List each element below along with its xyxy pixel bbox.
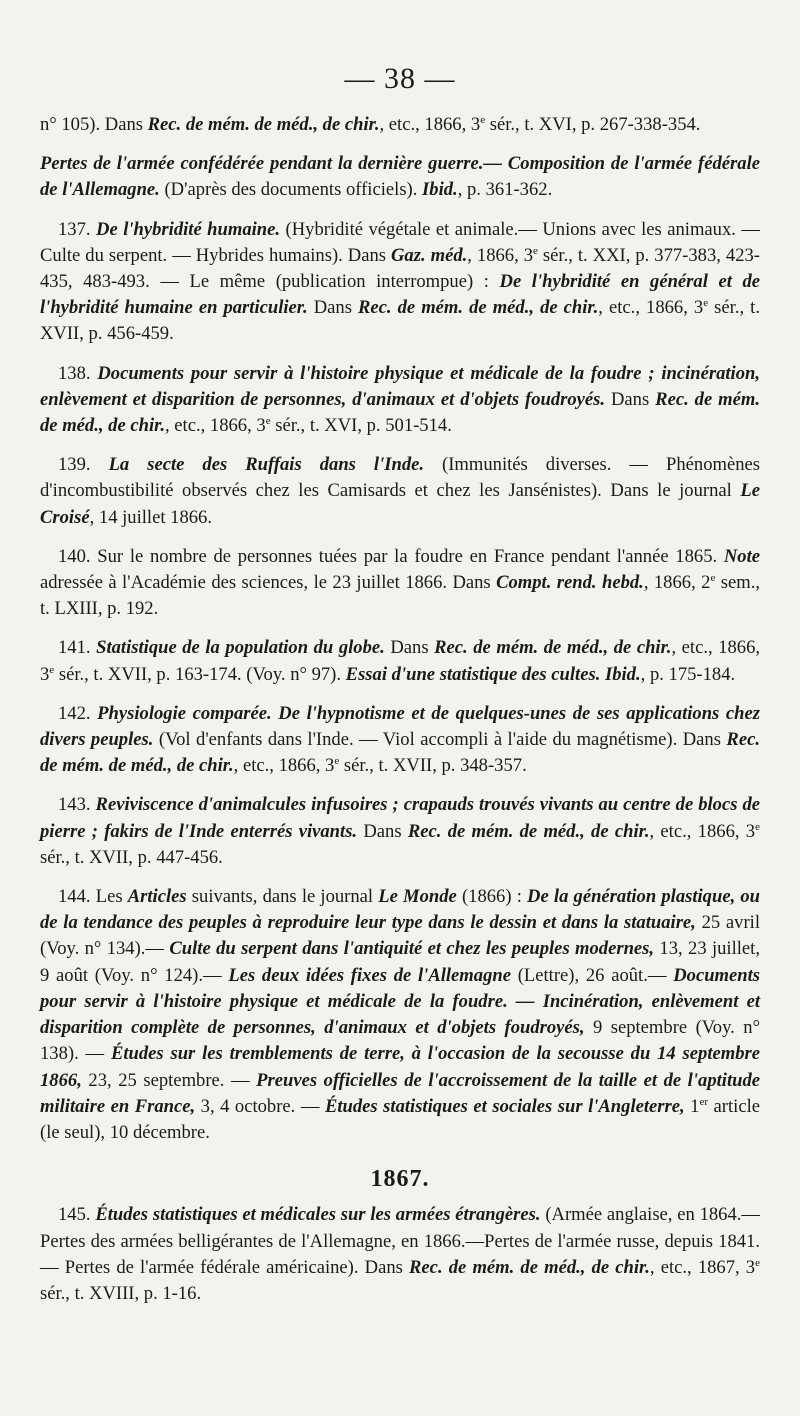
- entry-text: sér., t. XVII, p. 348-357.: [339, 755, 527, 777]
- italic-title: De l'hybridité en général et de l'hybridité humaine en particulier.: [40, 271, 761, 319]
- entry-text: sér., t. XVIII, p. 1-16.: [40, 1282, 202, 1304]
- entry-text: (Vol d'enfants dans l'Inde. — Viol accompli à l'aide du magnétisme). Dans: [153, 729, 727, 751]
- entry-text: , etc., 1866, 3: [598, 297, 704, 319]
- entry-text: , etc., 1866, 3: [164, 415, 266, 437]
- entry-number: 140.: [58, 545, 98, 567]
- italic-title: Compt. rend. hebd.: [496, 572, 644, 594]
- entry-text: sér., t. XXI, p. 377-383, 423-435, 483-493. — Le même (publication interrompue) :: [40, 244, 760, 293]
- entry-text: , etc., 1866, 3: [40, 637, 761, 685]
- entry-text: , 14 juillet 1866.: [89, 506, 212, 528]
- italic-title: Rec. de mém. de méd., de chir.: [409, 1256, 650, 1278]
- italic-title: De l'hybridité humaine.: [96, 218, 281, 240]
- bibliography-entry: [40, 452, 760, 531]
- entry-number: 142.: [58, 702, 98, 724]
- entries-1866: [40, 112, 760, 1146]
- entry-number: 143.: [58, 794, 96, 816]
- italic-title: Reviviscence d'animalcules infusoires ; crapauds trouvés vivants au centre de blocs de pierre ; fakirs de l'Inde enterrés vivants.: [40, 794, 760, 842]
- italic-title: Études sur les tremblements de terre, à l'occasion de la secousse du 14 septembre 1866,: [40, 1043, 760, 1091]
- italic-title: Rec. de mém. de méd., de chir.: [358, 297, 599, 319]
- superscript: e: [755, 1256, 760, 1269]
- italic-title: Gaz. méd.: [391, 244, 468, 266]
- superscript: e: [533, 244, 538, 257]
- italic-title: Le Croisé: [40, 480, 760, 528]
- superscript: e: [480, 113, 486, 126]
- entry-number: 144.: [58, 886, 96, 908]
- entry-text: Dans: [357, 820, 408, 842]
- entry-text: , etc., 1867, 3: [649, 1256, 756, 1278]
- superscript: e: [265, 414, 271, 427]
- entry-text: n° 105). Dans: [40, 114, 148, 135]
- entry-text: (D'après des documents officiels).: [159, 179, 423, 201]
- entry-text: (Armée anglaise, en 1864.—Pertes des armées belligérantes de l'Allemagne, en 1866.—Pertes de l'armée russe, depuis 1841. — Pertes de l'armée fédérale américaine). Dans: [40, 1204, 761, 1278]
- italic-title: Culte du serpent dans l'antiquité et chez les peuples modernes,: [169, 938, 655, 960]
- entry-text: 23, 25 septembre. —: [81, 1069, 257, 1091]
- superscript: e: [703, 297, 709, 310]
- entry-text: 13, 23 juillet, 9 août (Voy. n° 124).—: [40, 938, 760, 986]
- entry-number: 137.: [58, 218, 97, 240]
- entry-text: 1: [684, 1095, 700, 1117]
- entry-number: 145.: [58, 1204, 96, 1226]
- entry-text: sér., t. XVII, p. 163-174. (Voy. n° 97).: [54, 663, 346, 685]
- entry-text: sem., t. LXIII, p. 192.: [40, 572, 760, 620]
- bibliography-body: [40, 112, 760, 1320]
- entry-text: , p. 361-362.: [457, 179, 553, 201]
- bibliography-entry: [40, 112, 760, 138]
- entry-text: (1866) :: [456, 886, 528, 908]
- italic-title: Les deux idées fixes de l'Allemagne: [228, 964, 511, 986]
- superscript: e: [49, 663, 55, 676]
- entry-text: suivants, dans le journal: [186, 886, 379, 908]
- bibliography-entry: [40, 701, 760, 780]
- entry-text: , p. 175-184.: [640, 663, 736, 685]
- italic-title: Rec. de mém. de méd., de chir.: [40, 388, 760, 437]
- italic-title: Preuves officielles de l'accroissement de la taille et de l'aptitude militaire en France,: [40, 1069, 760, 1117]
- italic-title: Essai d'une statistique des cultes. Ibid.: [345, 663, 641, 685]
- italic-title: Physiologie comparée. De l'hypnotisme et de quelques-unes de ses applications chez divers peuples.: [40, 702, 760, 751]
- bibliography-entry: [40, 217, 760, 348]
- italic-title: Documents pour servir à l'histoire physique et médicale de la foudre. — Incinération, enlèvement et disparition complète de personnes, d'animaux et d'objets foudroyés,: [40, 964, 760, 1039]
- entry-text: 9 septembre (Voy. n° 138). —: [40, 1017, 760, 1065]
- entries-1867: [40, 1202, 760, 1307]
- italic-title: De la génération plastique, ou de la tendance des peuples à reproduire leur type dans le dessin et dans la statuaire,: [40, 886, 761, 934]
- italic-title: Note: [723, 545, 761, 567]
- italic-title: Études statistiques et médicales sur les armées étrangères.: [95, 1204, 541, 1226]
- entry-text: (Lettre), 26 août.—: [510, 964, 674, 986]
- entry-text: 25 avril (Voy. n° 134).—: [40, 912, 760, 960]
- entry-text: Les: [95, 886, 128, 908]
- italic-title: Études statistiques et sociales sur l'Angleterre,: [324, 1095, 685, 1117]
- italic-title: La secte des Ruffais dans l'Inde.: [108, 454, 425, 476]
- entry-text: Dans: [384, 637, 435, 659]
- entry-text: , 1866, 3: [467, 244, 534, 266]
- entry-text: (Immunités diverses. — Phénomènes d'incombustibilité observés chez les Camisards et chez les Jansénistes). Dans le journal: [40, 454, 760, 502]
- bibliography-entry: [40, 151, 760, 203]
- italic-title: Le Monde: [378, 886, 457, 908]
- entry-text: , etc., 1866, 3: [649, 820, 756, 842]
- superscript: e: [755, 820, 760, 833]
- entry-text: 3, 4 octobre. —: [195, 1095, 325, 1117]
- superscript: er: [699, 1095, 709, 1108]
- italic-title: Articles: [127, 886, 187, 908]
- bibliography-entry: [40, 544, 760, 623]
- entry-text: (Hybridité végétale et animale.— Unions avec les animaux. — Culte du serpent. — Hybrides humains). Dans: [40, 218, 761, 266]
- entry-text: , etc., 1866, 3: [233, 755, 335, 777]
- entry-text: sér., t. XVI, p. 501-514.: [270, 415, 452, 437]
- entry-text: Dans: [307, 297, 358, 319]
- entry-text: sér., t. XVII, p. 447-456.: [40, 846, 223, 868]
- superscript: e: [334, 755, 340, 768]
- italic-title: Ibid.: [422, 179, 458, 201]
- entry-text: Sur le nombre de personnes tuées par la foudre en France pendant l'année 1865.: [97, 545, 724, 567]
- entry-text: adressée à l'Académie des sciences, le 23 juillet 1866. Dans: [40, 572, 497, 594]
- italic-title: Rec. de mém. de méd., de chir.: [147, 114, 380, 135]
- italic-title: Pertes de l'armée confédérée pendant la dernière guerre.— Composition de l'armée fédérale de l'Allemagne.: [40, 153, 760, 201]
- bibliography-entry: [40, 792, 760, 871]
- page-number: — 38 —: [344, 62, 456, 95]
- entry-text: Dans: [605, 388, 656, 410]
- superscript: e: [710, 571, 716, 584]
- entry-number: 139.: [58, 454, 109, 476]
- year-heading: 1867.: [370, 1166, 430, 1193]
- bibliography-entry: [40, 1202, 760, 1307]
- entry-text: article (le seul), 10 décembre.: [40, 1095, 760, 1143]
- entry-text: , 1866, 2: [643, 572, 711, 594]
- bibliography-entry: [40, 884, 760, 1146]
- italic-title: Rec. de mém. de méd., de chir.: [40, 729, 760, 777]
- italic-title: Rec. de mém. de méd., de chir.: [434, 637, 672, 659]
- bibliography-entry: [40, 361, 760, 440]
- italic-title: Rec. de mém. de méd., de chir.: [407, 820, 650, 842]
- entry-text: , etc., 1866, 3: [379, 114, 481, 135]
- entry-number: 141.: [58, 637, 97, 659]
- entry-text: sér., t. XVII, p. 456-459.: [40, 297, 760, 345]
- bibliography-entry: [40, 635, 760, 687]
- italic-title: Statistique de la population du globe.: [96, 637, 385, 659]
- entry-text: sér., t. XVI, p. 267-338-354.: [485, 114, 701, 135]
- italic-title: Documents pour servir à l'histoire physique et médicale de la foudre ; incinération, enlèvement et disparition de personnes, d'animaux et d'objets foudroyés.: [40, 362, 760, 410]
- entry-number: 138.: [58, 362, 98, 384]
